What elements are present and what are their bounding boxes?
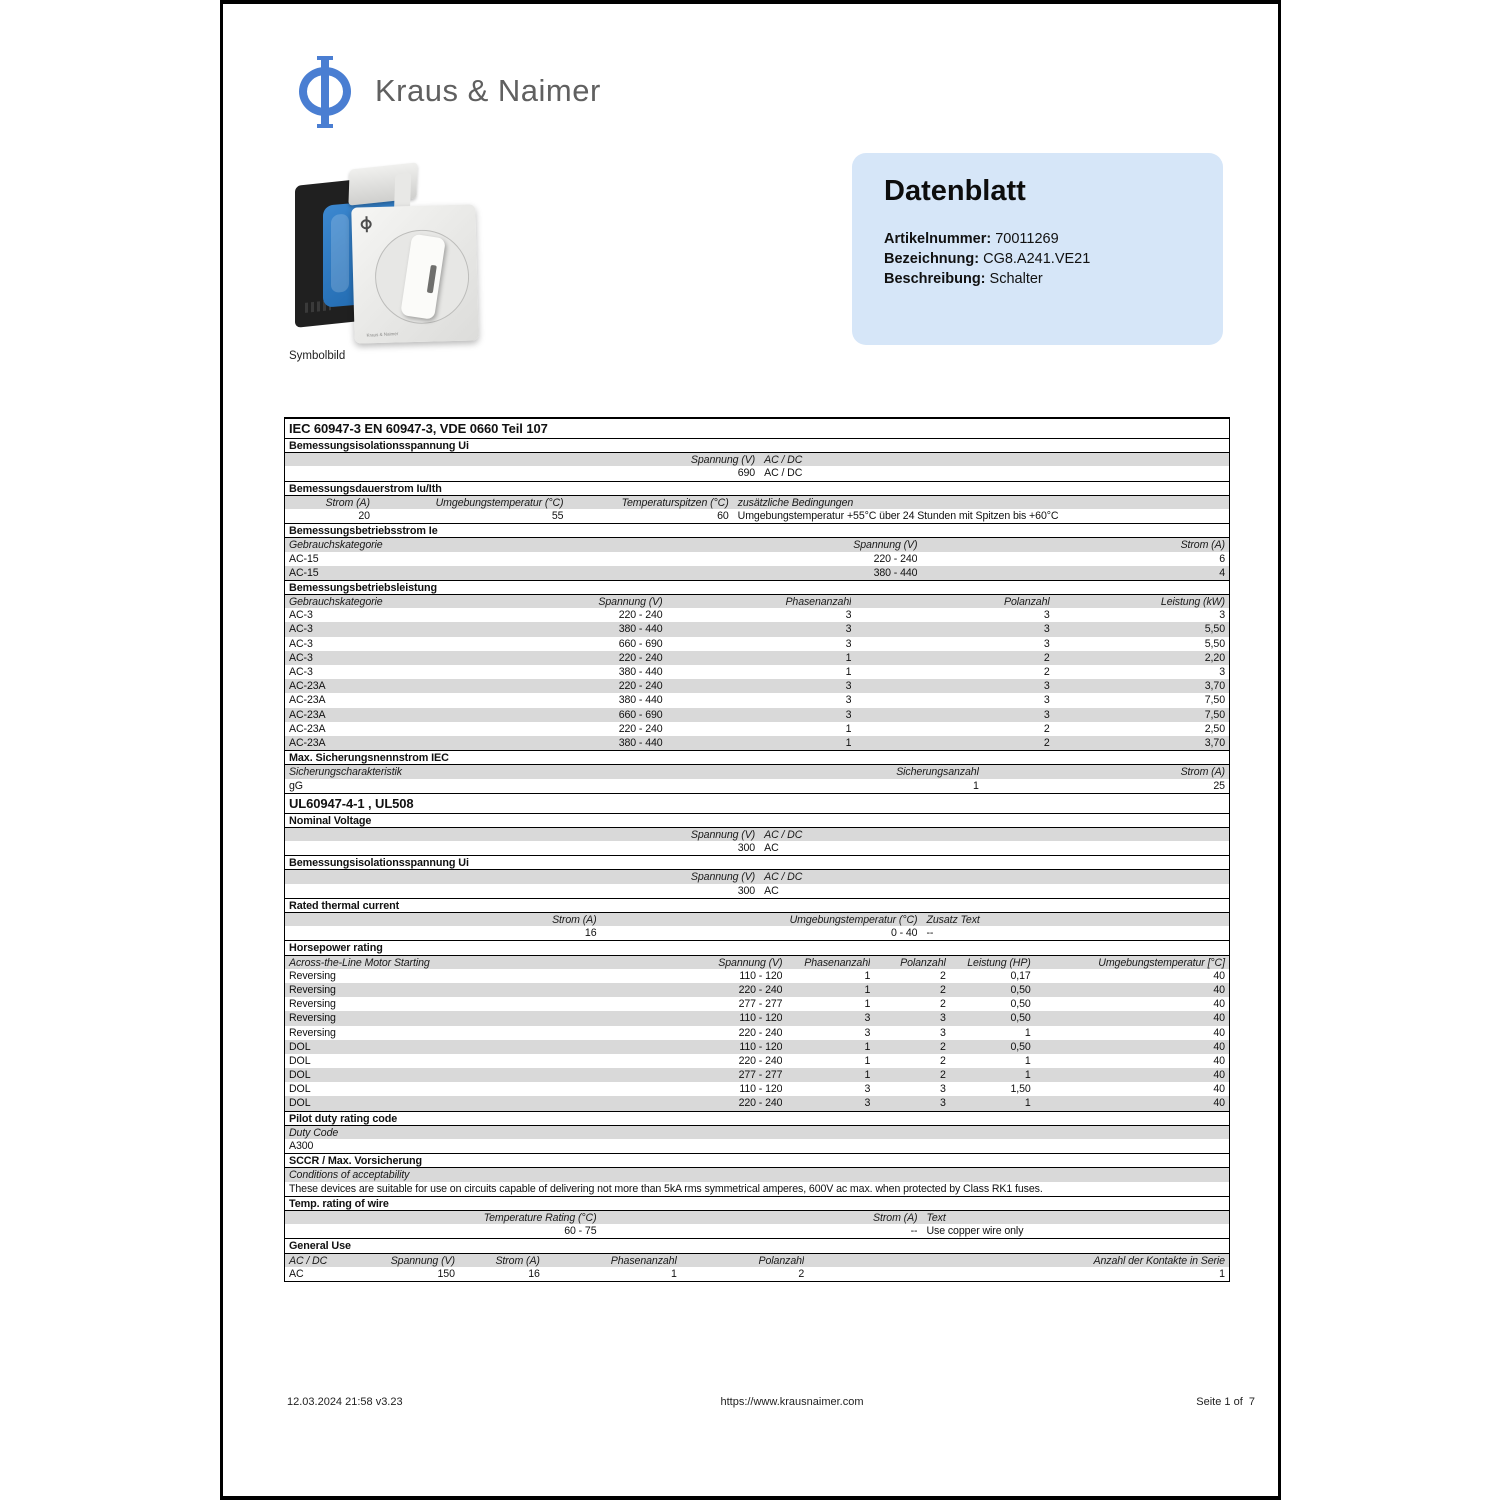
table-cell: 300 (737, 842, 756, 855)
table-section-label: Bemessungsbetriebsstrom Ie (289, 525, 438, 538)
table-cell: AC-23A (289, 708, 326, 721)
table-row (285, 1267, 1229, 1281)
phi-ring (299, 67, 351, 116)
table-cell: 220 - 240 (738, 983, 783, 996)
table-cell: AC-15 (289, 566, 319, 579)
table-cell: 3 (1219, 666, 1225, 678)
table-cell: 220 - 240 (618, 722, 663, 735)
table-row (285, 466, 1229, 480)
table-cell: Reversing (289, 969, 336, 982)
table-section-label: Bemessungsisolationsspannung Ui (289, 857, 469, 870)
table-cell: zusätzliche Bedingungen (737, 496, 854, 509)
table-section-row (285, 580, 1229, 594)
table-cell: 380 - 440 (618, 666, 663, 678)
table-header-row (285, 955, 1229, 969)
table-row (285, 969, 1229, 983)
table-cell: Reversing (289, 998, 336, 1011)
table-cell: Strom (A) (873, 1211, 918, 1224)
table-section-row (285, 813, 1229, 827)
kraus-naimer-phi-logo-icon (298, 56, 352, 128)
table-cell: 380 - 440 (618, 736, 663, 749)
table-row (285, 736, 1229, 750)
table-header-row (285, 827, 1229, 841)
table-row (285, 1096, 1229, 1110)
table-cell: Reversing (289, 1012, 336, 1025)
table-cell: 3 (939, 1012, 946, 1025)
table-cell: 2 (1043, 736, 1050, 749)
table-row (285, 1054, 1229, 1068)
table-cell: 3 (864, 1097, 871, 1110)
table-cell: AC-3 (289, 651, 313, 664)
table-cell: 1 (1024, 1054, 1031, 1067)
table-cell: Leistung (HP) (967, 956, 1031, 969)
table-cell: 1 (1024, 1069, 1031, 1082)
switch-dial (374, 229, 470, 325)
table-cell: AC / DC (764, 454, 803, 467)
table-cell: 220 - 240 (618, 651, 663, 664)
table-cell: Spannung (V) (690, 454, 756, 467)
table-cell: 5,50 (1204, 637, 1225, 650)
footer-page-number: Seite 1 of 7 (1196, 1396, 1255, 1408)
table-cell: -- (910, 1225, 918, 1238)
table-cell: 110 - 120 (739, 1040, 783, 1053)
table-row (285, 997, 1229, 1011)
page-title: Datenblatt (884, 175, 1026, 207)
table-cell: 1 (1024, 1097, 1031, 1110)
table-cell: Spannung (V) (390, 1254, 455, 1267)
description-row (884, 269, 1090, 289)
footer-date-version: 12.03.2024 21:58 v3.23 (287, 1396, 403, 1408)
table-row (285, 1139, 1229, 1153)
table-section-label: SCCR / Max. Vorsicherung (289, 1155, 422, 1168)
table-section-row (285, 1111, 1229, 1125)
table-cell: Strom (A) (1180, 766, 1225, 779)
table-cell: Across-the-Line Motor Starting (289, 956, 430, 969)
table-cell: Phasenanzahl (804, 956, 871, 969)
table-cell: 40 (1213, 1054, 1225, 1067)
table-cell: 3 (1043, 637, 1050, 650)
table-cell: 7,50 (1204, 708, 1225, 721)
table-cell: 3 (1043, 609, 1050, 622)
table-cell: Temperature Rating (°C) (483, 1211, 597, 1224)
table-cell: Gebrauchskategorie (289, 539, 383, 552)
table-cell: 2 (1043, 651, 1050, 664)
table-cell: 220 - 240 (618, 680, 663, 693)
table-cell: AC-23A (289, 722, 326, 735)
table-cell: DOL (289, 1054, 311, 1067)
product-image (293, 160, 477, 350)
info-box (852, 153, 1223, 345)
table-cell: 660 - 690 (618, 708, 663, 721)
table-cell: AC-23A (289, 694, 326, 707)
table-cell: 3 (1043, 708, 1050, 721)
table-cell: 25 (1213, 779, 1225, 792)
table-header-row (285, 452, 1229, 466)
table-cell: Umgebungstemperatur [°C] (1098, 956, 1225, 969)
table-row (285, 509, 1229, 523)
table-cell: 2 (939, 1054, 946, 1067)
table-cell: 3 (1043, 680, 1050, 693)
table-cell: Zusatz Text (926, 914, 980, 926)
table-title-label: UL60947-4-1 , UL508 (289, 795, 414, 811)
table-header-row (285, 495, 1229, 509)
table-row (285, 608, 1229, 622)
table-cell: 3,70 (1204, 680, 1225, 693)
table-cell: Reversing (289, 1026, 336, 1039)
table-cell: Sicherungsanzahl (896, 766, 979, 779)
table-cell: 0,50 (1010, 1012, 1031, 1025)
table-cell: 3 (845, 609, 852, 622)
table-cell: 3 (1219, 609, 1225, 622)
table-row (285, 983, 1229, 997)
designation-value: CG8.A241.VE21 (983, 251, 1091, 267)
table-cell: 3 (845, 708, 852, 721)
table-cell: 220 - 240 (738, 1097, 783, 1110)
table-cell: 0,50 (1010, 983, 1031, 996)
table-cell: Polanzahl (1003, 596, 1050, 609)
table-cell: AC (289, 1267, 304, 1280)
table-cell: 3,70 (1204, 736, 1225, 749)
table-section-row (285, 940, 1229, 954)
info-fields (884, 229, 1090, 289)
table-cell: 60 - 75 (564, 1225, 597, 1238)
table-row (285, 1082, 1229, 1096)
table-cell: Gebrauchskategorie (289, 596, 383, 609)
switch-knob (400, 234, 446, 320)
table-section-label: General Use (289, 1240, 351, 1253)
table-cell: 2 (939, 969, 946, 982)
table-cell: 300 (737, 884, 756, 897)
table-cell: Strom (A) (552, 914, 597, 926)
table-cell: Phasenanzahl (610, 1254, 677, 1267)
table-section-label: Temp. rating of wire (289, 1197, 389, 1210)
table-cell: AC / DC (289, 1254, 328, 1267)
table-row (285, 665, 1229, 679)
table-header-row (285, 594, 1229, 608)
table-cell: 16 (528, 1267, 540, 1280)
table-cell: Umgebungstemperatur (°C) (435, 496, 564, 509)
designation-row (884, 249, 1090, 269)
table-cell: Anzahl der Kontakte in Serie (1093, 1254, 1225, 1267)
table-row (285, 1224, 1229, 1238)
table-row (285, 1182, 1229, 1196)
brand-name: Kraus & Naimer (375, 73, 601, 108)
table-cell: AC (764, 842, 779, 855)
table-cell: 40 (1213, 969, 1225, 982)
switch-terminal-clamp (348, 162, 417, 205)
table-cell: 3 (845, 680, 852, 693)
article-number-row (884, 229, 1090, 249)
table-cell: 3 (939, 1083, 946, 1096)
table-row (285, 552, 1229, 566)
table-cell: Duty Code (289, 1126, 339, 1139)
table-section-label: Bemessungsisolationsspannung Ui (289, 440, 469, 452)
table-cell: 1 (845, 666, 852, 678)
table-cell: 277 - 277 (738, 1069, 783, 1082)
designation-label: Bezeichnung: (884, 251, 980, 267)
table-row (285, 926, 1229, 940)
table-cell: 3 (845, 623, 852, 636)
table-header-row (285, 912, 1229, 926)
description-label: Beschreibung: (884, 271, 986, 287)
table-section-label: Bemessungsdauerstrom Iu/Ith (289, 482, 442, 495)
table-cell: 1 (864, 983, 871, 996)
table-cell: AC-3 (289, 637, 313, 650)
footer-url-link[interactable]: https://www.krausnaimer.com (720, 1396, 864, 1408)
table-section-label: Nominal Voltage (289, 814, 372, 827)
table-cell: 220 - 240 (738, 1026, 783, 1039)
table-cell: Strom (A) (325, 496, 370, 509)
table-header-row (285, 537, 1229, 551)
table-cell: 660 - 690 (618, 637, 663, 650)
table-title-row (285, 418, 1229, 438)
table-cell: -- (926, 927, 934, 940)
table-cell: 1 (864, 1040, 871, 1053)
table-cell: 40 (1213, 983, 1225, 996)
table-row (285, 722, 1229, 736)
table-cell: 2 (1043, 722, 1050, 735)
table-cell: 1 (845, 651, 852, 664)
table-cell: 2 (939, 1069, 946, 1082)
table-cell: 1 (864, 998, 871, 1011)
table-cell: Conditions of acceptability (289, 1169, 410, 1182)
table-cell: 1 (1024, 1026, 1031, 1039)
table-cell: 6 (1219, 552, 1225, 565)
table-cell: 3 (864, 1026, 871, 1039)
table-section-row (285, 1196, 1229, 1210)
switch-front-plate (351, 204, 479, 343)
table-cell: 40 (1213, 1012, 1225, 1025)
table-cell: AC-3 (289, 609, 313, 622)
table-cell: 4 (1219, 566, 1225, 579)
article-number-value: 70011269 (995, 231, 1059, 247)
table-section-row (285, 438, 1229, 452)
table-cell: 2,50 (1204, 722, 1225, 735)
table-cell: Umgebungstemperatur (°C) (789, 914, 918, 926)
table-cell: 3 (845, 694, 852, 707)
table-cell: gG (289, 779, 303, 792)
product-image-caption: Symbolbild (289, 350, 346, 362)
table-cell: AC (764, 884, 779, 897)
table-row (285, 1011, 1229, 1025)
table-header-row (285, 1210, 1229, 1224)
table-cell: 1 (845, 736, 852, 749)
table-cell: 40 (1213, 1040, 1225, 1053)
table-cell: 0,50 (1010, 998, 1031, 1011)
table-row (285, 622, 1229, 636)
table-section-label: Rated thermal current (289, 899, 400, 912)
table-row (285, 637, 1229, 651)
table-cell: Spannung (V) (598, 596, 663, 609)
table-row (285, 566, 1229, 580)
table-row (285, 693, 1229, 707)
table-cell: 220 - 240 (618, 609, 663, 622)
table-cell: 380 - 440 (618, 623, 663, 636)
table-cell: Leistung (kW) (1160, 596, 1225, 609)
table-section-row (285, 898, 1229, 912)
table-cell: 2,20 (1204, 651, 1225, 664)
table-header-row (285, 764, 1229, 778)
table-cell: Use copper wire only (926, 1225, 1024, 1238)
table-row (285, 708, 1229, 722)
table-cell: 3 (1043, 623, 1050, 636)
table-section-label: Pilot duty rating code (289, 1112, 398, 1125)
table-cell: 3 (845, 637, 852, 650)
table-cell: Sicherungscharakteristik (289, 766, 403, 779)
table-row (285, 884, 1229, 898)
table-cell: AC / DC (764, 828, 803, 841)
table-cell: 1 (670, 1267, 677, 1280)
table-cell: 7,50 (1204, 694, 1225, 707)
table-cell: Polanzahl (900, 956, 946, 969)
table-cell: Strom (A) (495, 1254, 540, 1267)
table-cell: 220 - 240 (738, 1054, 783, 1067)
table-header-row (285, 1253, 1229, 1267)
table-cell: 0,50 (1010, 1040, 1031, 1053)
table-cell: 5,50 (1204, 623, 1225, 636)
table-cell: These devices are suitable for use on circuits capable of delivering not more than 5kA rms symmetrical amperes, 600V ac max. when protected by Class RK1 fuses. (289, 1182, 1043, 1195)
table-section-row (285, 750, 1229, 764)
table-cell: 277 - 277 (738, 998, 783, 1011)
article-number-label: Artikelnummer: (884, 231, 992, 247)
table-cell: DOL (289, 1083, 311, 1096)
spec-table (284, 417, 1230, 1282)
table-row (285, 1026, 1229, 1040)
table-section-row (285, 855, 1229, 869)
table-row (285, 1068, 1229, 1082)
table-section-label: Horsepower rating (289, 942, 383, 955)
table-cell: 2 (1043, 666, 1050, 678)
table-cell: 380 - 440 (873, 566, 918, 579)
table-cell: 3 (1043, 694, 1050, 707)
table-cell: 1 (864, 1069, 871, 1082)
table-cell: 690 (737, 467, 756, 480)
table-cell: AC-15 (289, 552, 319, 565)
table-section-row (285, 481, 1229, 495)
table-cell: 1 (845, 722, 852, 735)
table-cell: 55 (551, 509, 564, 522)
table-cell: 2 (798, 1267, 805, 1280)
table-cell: Spannung (V) (853, 539, 918, 552)
table-header-row (285, 1125, 1229, 1139)
table-cell: 380 - 440 (618, 694, 663, 707)
table-cell: Spannung (V) (690, 871, 756, 884)
table-row (285, 651, 1229, 665)
table-cell: 2 (939, 998, 946, 1011)
table-cell: 1 (864, 969, 871, 982)
table-cell: Temperaturspitzen (°C) (621, 496, 729, 509)
table-cell: 40 (1213, 1083, 1225, 1096)
table-cell: 1,50 (1010, 1083, 1031, 1096)
table-cell: 3 (864, 1012, 871, 1025)
table-section-label: Max. Sicherungsnennstrom IEC (289, 752, 449, 765)
table-cell: Umgebungstemperatur +55°C über 24 Stunden mit Spitzen bis +60°C (737, 509, 1059, 522)
table-cell: Spannung (V) (718, 956, 783, 969)
table-cell: 2 (939, 1040, 946, 1053)
table-cell: 3 (939, 1026, 946, 1039)
table-cell: 3 (864, 1083, 871, 1096)
table-header-row (285, 1167, 1229, 1181)
table-cell: DOL (289, 1040, 311, 1053)
table-cell: Strom (A) (1180, 539, 1225, 552)
table-cell: 110 - 120 (739, 1083, 783, 1096)
table-title-row (285, 793, 1229, 813)
table-cell: Polanzahl (758, 1254, 805, 1267)
table-cell: 0 - 40 (890, 927, 918, 940)
table-row (285, 1040, 1229, 1054)
table-cell: 40 (1213, 1026, 1225, 1039)
table-row (285, 679, 1229, 693)
table-cell: AC-3 (289, 666, 313, 678)
table-row (285, 841, 1229, 855)
table-section-row (285, 1153, 1229, 1167)
table-cell: AC-23A (289, 736, 326, 749)
knob-slot-icon (427, 265, 437, 294)
table-cell: DOL (289, 1097, 311, 1110)
table-cell: AC / DC (764, 871, 803, 884)
table-cell: 150 (437, 1267, 455, 1280)
table-header-row (285, 869, 1229, 883)
table-row (285, 779, 1229, 793)
table-cell: 2 (939, 983, 946, 996)
table-cell: AC / DC (764, 467, 803, 480)
table-cell: Phasenanzahl (785, 596, 852, 609)
table-cell: AC-23A (289, 680, 326, 693)
table-section-row (285, 523, 1229, 537)
table-section-label: Bemessungsbetriebsleistung (289, 581, 437, 594)
table-cell: 1 (1219, 1267, 1225, 1280)
front-plate-brand-text: Kraus & Naimer (366, 331, 399, 338)
table-cell: 40 (1213, 998, 1225, 1011)
table-cell: 1 (864, 1054, 871, 1067)
table-cell: 3 (939, 1097, 946, 1110)
table-cell: AC-3 (289, 623, 313, 636)
table-title-label: IEC 60947-3 EN 60947-3, VDE 0660 Teil 107 (289, 421, 548, 436)
table-cell: Spannung (V) (690, 828, 756, 841)
table-cell: Text (926, 1211, 946, 1224)
mini-phi-logo-icon (360, 216, 371, 232)
description-value: Schalter (989, 271, 1043, 287)
table-cell: 110 - 120 (739, 1012, 783, 1025)
table-cell: 16 (584, 927, 597, 940)
table-cell: 60 (717, 509, 729, 522)
table-cell: 40 (1213, 1069, 1225, 1082)
table-cell: Reversing (289, 983, 336, 996)
datasheet-page (220, 0, 1281, 1500)
table-cell: 20 (358, 509, 370, 522)
table-cell: 0,17 (1010, 969, 1031, 982)
table-cell: A300 (289, 1140, 314, 1152)
table-cell: 40 (1213, 1097, 1225, 1110)
table-cell: DOL (289, 1069, 311, 1082)
table-cell: 1 (973, 779, 979, 792)
table-section-row (285, 1238, 1229, 1252)
table-cell: 110 - 120 (739, 969, 783, 982)
table-cell: 220 - 240 (873, 552, 918, 565)
